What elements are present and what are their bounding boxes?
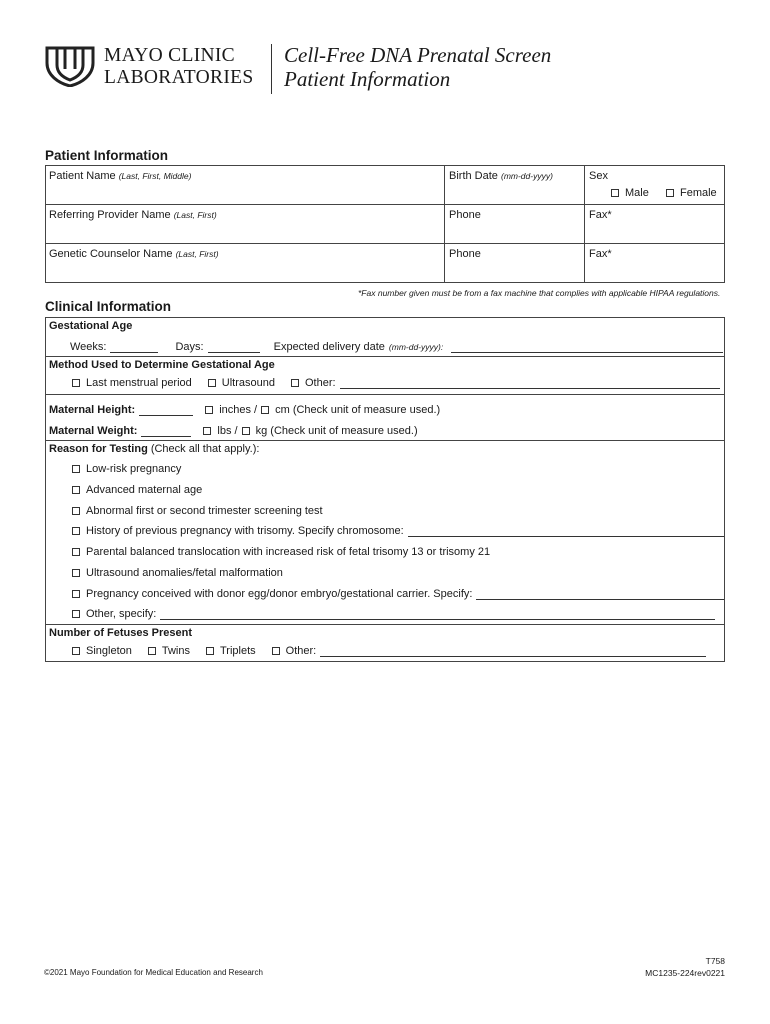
reason-item-ama[interactable] — [72, 484, 202, 496]
male-label: Male — [625, 187, 649, 199]
fetuses-row — [72, 645, 706, 657]
reason-item-low-risk[interactable] — [72, 463, 181, 475]
method-other-input[interactable] — [340, 378, 720, 389]
sex-male-option[interactable] — [611, 187, 649, 199]
sex-label: Sex — [589, 170, 608, 182]
reason-label: Low-risk pregnancy — [86, 463, 182, 475]
patient-name-label: Patient Name — [49, 170, 116, 182]
reason-checkbox[interactable] — [72, 610, 80, 618]
page-title — [284, 43, 551, 91]
kg-label: kg (Check unit of measure used.) — [255, 425, 418, 437]
lmp-label: Last menstrual period — [86, 377, 192, 389]
patient-info-box — [45, 165, 725, 283]
weeks-label: Weeks: — [70, 341, 107, 353]
triplets-label: Triplets — [220, 645, 256, 657]
referring-provider-field[interactable] — [49, 209, 217, 221]
days-label: Days: — [175, 341, 204, 353]
reason-item-trisomy-history[interactable] — [72, 525, 724, 537]
reason-item-ultrasound-anomalies[interactable] — [72, 567, 283, 579]
method-other-label: Other: — [304, 377, 336, 389]
brand-name — [104, 45, 254, 89]
twins-label: Twins — [161, 645, 190, 657]
divider — [584, 165, 585, 283]
divider — [45, 624, 725, 625]
divider — [45, 440, 725, 441]
form-revision: MC1235-224rev0221 — [645, 968, 725, 978]
form-codes — [600, 955, 725, 979]
reason-heading: Reason for Testing — [49, 443, 148, 455]
edd-hint: (mm-dd-yyyy): — [388, 342, 444, 352]
method-heading: Method Used to Determine Gestational Age — [49, 359, 275, 371]
reason-checkbox[interactable] — [72, 590, 80, 598]
reason-item-translocation[interactable] — [72, 546, 490, 558]
lbs-checkbox[interactable] — [203, 427, 211, 435]
provider-fax-field[interactable]: Fax* — [589, 209, 612, 221]
divider — [45, 394, 725, 395]
genetic-counselor-field[interactable] — [49, 248, 219, 260]
reason-hint: (Check all that apply.): — [150, 443, 260, 455]
reason-checkbox[interactable] — [72, 507, 80, 515]
birth-date-field[interactable] — [449, 170, 553, 182]
reason-other-input[interactable] — [160, 609, 715, 620]
reason-label: Advanced maternal age — [86, 484, 203, 496]
patient-name-field[interactable] — [49, 170, 191, 182]
fetus-other-checkbox[interactable] — [272, 647, 280, 655]
reason-item-other[interactable] — [72, 608, 715, 620]
genetic-counselor-hint: (Last, First) — [175, 249, 219, 259]
method-other-checkbox[interactable] — [291, 379, 299, 387]
height-label: Maternal Height: — [49, 404, 136, 416]
maternal-height-row — [49, 404, 440, 416]
fetus-other-label: Other: — [285, 645, 317, 657]
lbs-label: lbs / — [217, 425, 238, 437]
singleton-checkbox[interactable] — [72, 647, 80, 655]
referring-provider-hint: (Last, First) — [173, 210, 217, 220]
reason-label: Other, specify: — [86, 608, 157, 620]
genetic-counselor-label: Genetic Counselor Name — [49, 248, 173, 260]
brand-line-2: LABORATORIES — [104, 67, 254, 88]
counselor-fax-field[interactable]: Fax* — [589, 248, 612, 260]
reason-item-abnormal-screen[interactable] — [72, 505, 323, 517]
lmp-checkbox[interactable] — [72, 379, 80, 387]
reason-checkbox[interactable] — [72, 548, 80, 556]
reason-checkbox[interactable] — [72, 527, 80, 535]
female-label: Female — [680, 187, 717, 199]
cm-checkbox[interactable] — [261, 406, 269, 414]
fax-note: *Fax number given must be from a fax machine that complies with applicable HIPAA regulations. — [358, 288, 721, 298]
divider — [45, 204, 725, 205]
reason-label: Pregnancy conceived with donor egg/donor embryo/gestational carrier. Specify: — [86, 588, 473, 600]
counselor-phone-field[interactable]: Phone — [449, 248, 481, 260]
birth-date-label: Birth Date — [449, 170, 498, 182]
header-divider — [271, 44, 272, 94]
patient-info-heading: Patient Information — [45, 148, 169, 163]
days-input[interactable] — [208, 342, 260, 353]
edd-input[interactable] — [451, 342, 723, 353]
inches-checkbox[interactable] — [205, 406, 213, 414]
edd-label: Expected delivery date — [273, 341, 385, 353]
twins-checkbox[interactable] — [148, 647, 156, 655]
weight-label: Maternal Weight: — [49, 425, 138, 437]
height-input[interactable] — [139, 405, 193, 416]
birth-date-hint: (mm-dd-yyyy) — [500, 171, 553, 181]
male-checkbox[interactable] — [611, 189, 619, 197]
weight-input[interactable] — [141, 426, 191, 437]
clinical-info-heading: Clinical Information — [45, 299, 172, 314]
provider-phone-field[interactable]: Phone — [449, 209, 481, 221]
inches-label: inches / — [219, 404, 258, 416]
gestational-age-row — [70, 341, 723, 353]
mayo-shield-icon — [44, 45, 96, 87]
fetus-other-input[interactable] — [320, 646, 706, 657]
ultrasound-label: Ultrasound — [221, 377, 275, 389]
form-code: T758 — [705, 956, 725, 966]
female-checkbox[interactable] — [666, 189, 674, 197]
referring-provider-label: Referring Provider Name — [49, 209, 171, 221]
reason-label: Ultrasound anomalies/fetal malformation — [86, 567, 283, 579]
reason-label: History of previous pregnancy with trisomy. Specify chromosome: — [86, 525, 404, 537]
divider — [444, 165, 445, 283]
reason-label: Parental balanced translocation with increased risk of fetal trisomy 13 or trisomy 21 — [86, 546, 491, 558]
reason-checkbox[interactable] — [72, 486, 80, 494]
fetuses-heading: Number of Fetuses Present — [49, 627, 193, 639]
chromosome-input[interactable] — [408, 526, 724, 537]
singleton-label: Singleton — [86, 645, 132, 657]
reason-item-donor-egg[interactable] — [72, 588, 724, 600]
triplets-checkbox[interactable] — [206, 647, 214, 655]
reason-checkbox[interactable] — [72, 569, 80, 577]
patient-name-hint: (Last, First, Middle) — [118, 171, 192, 181]
weeks-input[interactable] — [110, 342, 158, 353]
method-row — [72, 377, 720, 389]
ultrasound-checkbox[interactable] — [208, 379, 216, 387]
reason-label: Abnormal first or second trimester screening test — [86, 505, 323, 517]
divider — [45, 356, 725, 357]
reason-checkbox[interactable] — [72, 465, 80, 473]
title-line-1: Cell-Free DNA Prenatal Screen — [284, 43, 552, 67]
sex-female-option[interactable] — [666, 187, 717, 199]
title-line-2: Patient Information — [284, 67, 451, 91]
reason-heading-row — [49, 443, 259, 455]
maternal-weight-row — [49, 425, 418, 437]
kg-checkbox[interactable] — [242, 427, 250, 435]
brand-line-1: MAYO CLINIC — [104, 45, 235, 66]
copyright: ©2021 Mayo Foundation for Medical Education and Research — [44, 968, 263, 977]
divider — [45, 243, 725, 244]
gestational-age-heading: Gestational Age — [49, 320, 133, 332]
cm-label: cm (Check unit of measure used.) — [275, 404, 441, 416]
donor-specify-input[interactable] — [476, 589, 724, 600]
